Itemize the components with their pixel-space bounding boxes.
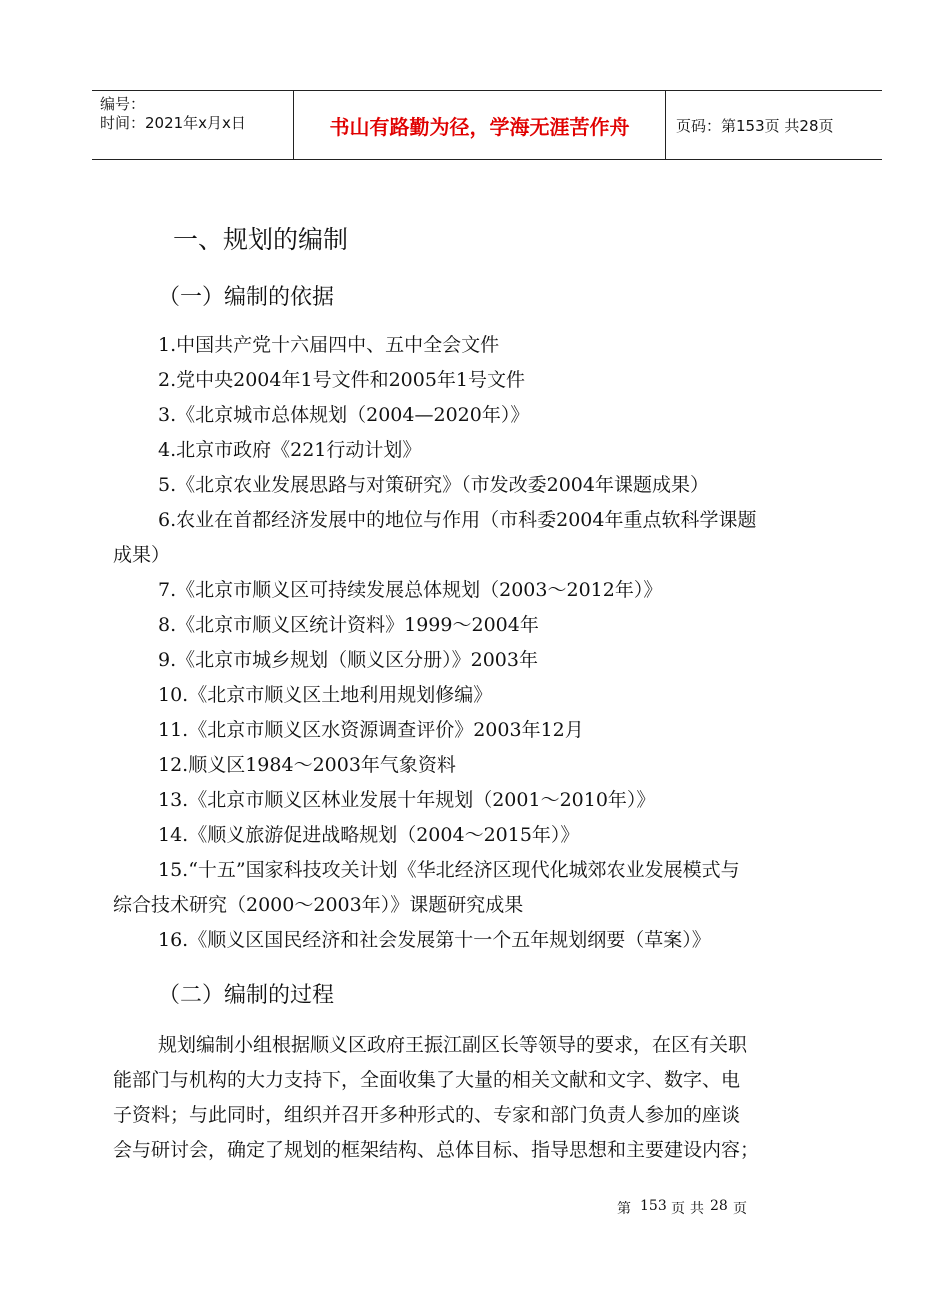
list-item: 12.顺义区1984～2003年气象资料 xyxy=(158,754,456,776)
list-item-continuation: 成果） xyxy=(113,544,171,566)
list-item: 5.《北京农业发展思路与对策研究》（市发改委2004年课题成果） xyxy=(158,474,709,496)
footer-total-pages: 28 xyxy=(710,1198,728,1214)
document-header xyxy=(92,90,882,160)
list-item: 7.《北京市顺义区可持续发展总体规划（2003～2012年）》 xyxy=(158,579,663,601)
footer-word: 页 xyxy=(671,1201,685,1217)
paragraph-line: 规划编制小组根据顺义区政府王振江副区长等领导的要求，在区有关职 xyxy=(158,1034,748,1056)
page-footer xyxy=(0,1198,950,1222)
subsection-title-basis: （一）编制的依据 xyxy=(158,285,335,310)
footer-word: 共 xyxy=(690,1201,704,1217)
list-item: 15.“十五”国家科技攻关计划《华北经济区现代化城郊农业发展模式与 xyxy=(158,859,740,881)
footer-word: 第 xyxy=(617,1201,631,1217)
header-meta xyxy=(92,91,293,159)
list-item: 3.《北京城市总体规划（2004—2020年）》 xyxy=(158,404,530,426)
subsection-title-process: （二）编制的过程 xyxy=(158,983,335,1008)
list-item: 8.《北京市顺义区统计资料》1999～2004年 xyxy=(158,614,539,636)
list-item: 6.农业在首都经济发展中的地位与作用（市科委2004年重点软科学课题 xyxy=(158,509,757,531)
header-page-info: 页码：第153页 共28页 xyxy=(676,116,834,135)
list-item: 16.《顺义区国民经济和社会发展第十一个五年规划纲要（草案）》 xyxy=(158,929,711,951)
paragraph-line: 会与研讨会，确定了规划的框架结构、总体目标、指导思想和主要建设内容； xyxy=(113,1139,760,1161)
list-item: 1.中国共产党十六届四中、五中全会文件 xyxy=(158,334,500,356)
footer-word: 页 xyxy=(733,1201,747,1217)
list-item: 2.党中央2004年1号文件和2005年1号文件 xyxy=(158,369,526,391)
list-item: 4.北京市政府《221行动计划》 xyxy=(158,439,422,461)
paragraph-line: 能部门与机构的大力支持下，全面收集了大量的相关文献和文字、数字、电 xyxy=(113,1069,741,1091)
list-item: 13.《北京市顺义区林业发展十年规划（2001～2010年）》 xyxy=(158,789,656,811)
footer-page-number: 153 xyxy=(640,1198,667,1214)
list-item: 10.《北京市顺义区土地利用规划修编》 xyxy=(158,684,493,706)
time-label: 时间：2021年x月x日 xyxy=(100,114,246,132)
list-item: 14.《顺义旅游促进战略规划（2004～2015年）》 xyxy=(158,824,580,846)
code-label: 编号： xyxy=(100,95,146,113)
list-item: 9.《北京市城乡规划（顺义区分册）》2003年 xyxy=(158,649,538,671)
header-motto: 书山有路勤为径，学海无涯苦作舟 xyxy=(293,91,666,159)
list-item-continuation: 综合技术研究（2000～2003年）》课题研究成果 xyxy=(113,894,524,916)
paragraph-line: 子资料；与此同时，组织并召开多种形式的、专家和部门负责人参加的座谈 xyxy=(113,1104,741,1126)
list-item: 11.《北京市顺义区水资源调查评价》2003年12月 xyxy=(158,719,584,741)
section-title: 一、规划的编制 xyxy=(173,225,349,254)
